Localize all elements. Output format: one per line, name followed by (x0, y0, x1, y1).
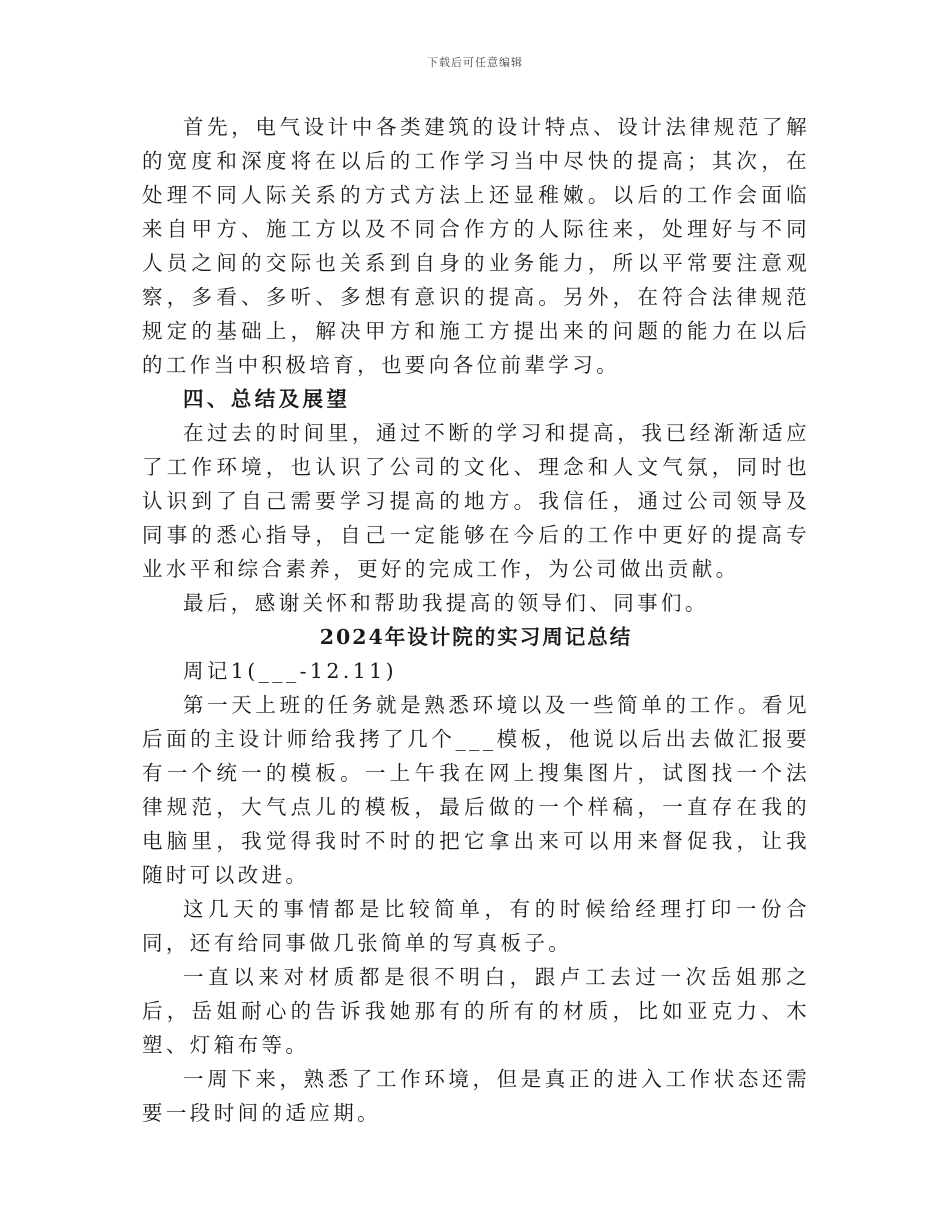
document-body (142, 110, 810, 1130)
paragraph-simple-tasks: 这几天的事情都是比较简单，有的时候给经理打印一份合同，还有给同事做几张简单的写真板子。 (142, 897, 810, 955)
section-heading-summary: 四、总结及展望 (183, 387, 351, 411)
paragraph-summary: 在过去的时间里，通过不断的学习和提高，我已经渐渐适应了工作环境，也认识了公司的文化、理念和人文气氛，同时也认识到了自己需要学习提高的地方。我信任，通过公司领导及同事的悉心指导，自己一定能够在今后的工作中更好的提高专业水平和综合素养，更好的完成工作，为公司做出贡献。 (142, 421, 810, 581)
paragraph-thanks: 最后，感谢关怀和帮助我提高的领导们、同事们。 (183, 591, 709, 615)
paragraph-electrical-design: 首先，电气设计中各类建筑的设计特点、设计法律规范了解的宽度和深度将在以后的工作学习当中尽快的提高；其次，在处理不同人际关系的方式方法上还显稚嫩。以后的工作会面临来自甲方、施工方以及不同合作方的人际往来，处理好与不同人员之间的交际也关系到自身的业务能力，所以平常要注意观察，多看、多听、多想有意识的提高。另外，在符合法律规范规定的基础上，解决甲方和施工方提出来的问题的能力在以后的工作当中积极培育，也要向各位前辈学习。 (142, 115, 810, 377)
week-label: 周记1(___-12.11) (183, 659, 398, 683)
paragraph-materials: 一直以来对材质都是很不明白，跟卢工去过一次岳姐那之后，岳姐耐心的告诉我她那有的所有的材质，比如亚克力、木塑、灯箱布等。 (142, 965, 810, 1057)
page-header: 下载后可任意编辑 (427, 56, 523, 69)
paragraph-week-conclusion: 一周下来，熟悉了工作环境，但是真正的进入工作状态还需要一段时间的适应期。 (142, 1067, 810, 1125)
paragraph-first-day: 第一天上班的任务就是熟悉环境以及一些简单的工作。看见后面的主设计师给我拷了几个___模板，他说以后出去做汇报要有一个统一的模板。一上午我在网上搜集图片，试图找一个法律规范，大气点儿的模板，最后做的一个样稿，一直存在我的电脑里，我觉得我时不时的把它拿出来可以用来督促我，让我随时可以改进。 (142, 693, 810, 887)
document-title: 2024年设计院的实习周记总结 (319, 625, 633, 649)
